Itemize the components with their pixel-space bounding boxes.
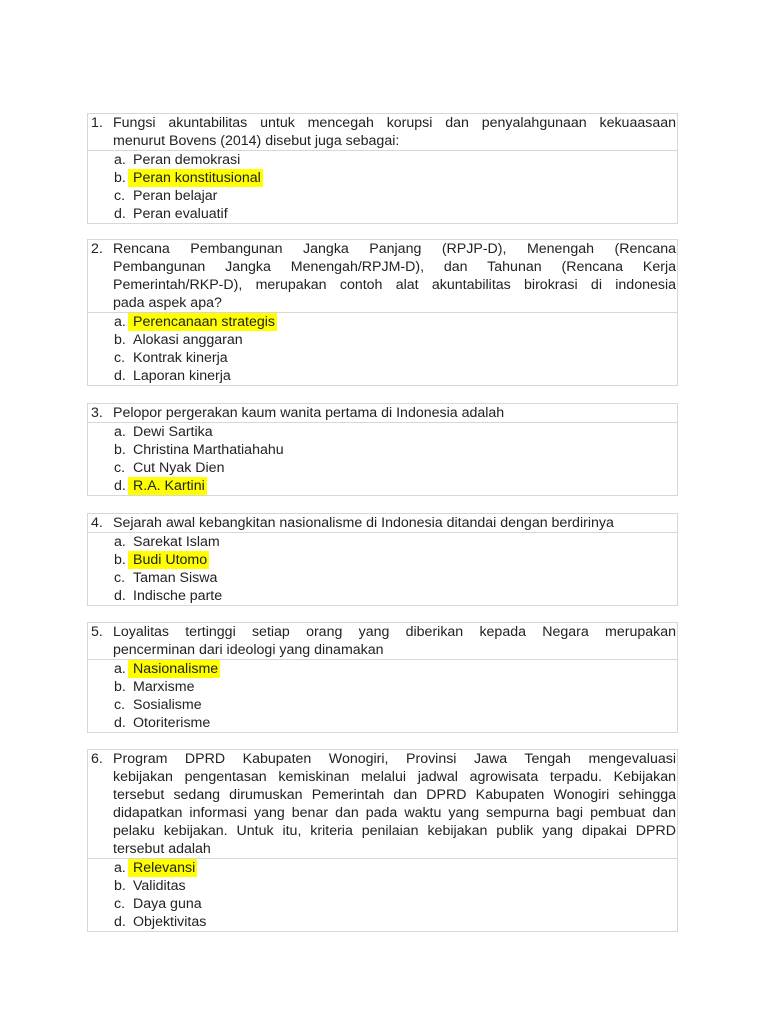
option-text: Peran evaluatif [133,206,228,222]
option-letter: b. [114,332,126,348]
question-number: 4. [91,515,103,531]
option-text: Laporan kinerja [133,368,231,384]
question-stem [88,514,677,533]
option-text: Kontrak kinerja [133,350,228,366]
option-list [88,313,677,385]
question-4 [87,513,678,606]
option-letter: d. [114,368,126,384]
option-letter: d. [114,206,126,222]
option-text: Indische parte [133,588,223,604]
question-text [113,750,676,858]
question-3 [87,403,678,496]
option-text: Christina Marthatiahahu [133,442,284,458]
option-letter: b. [114,442,126,458]
option-letter: c. [114,896,126,912]
option-b [88,441,677,459]
option-c [88,569,677,587]
question-text-line: Pembangunan Jangka Menengah/RPJM-D), dan Tahunan (Rencana Kerja [113,259,676,275]
question-text-line: Rencana Pembangunan Jangka Panjang (RPJP-D), Menengah (Rencana [113,241,676,257]
question-number: 2. [91,241,103,257]
option-text-highlighted: R.A. Kartini [128,477,207,495]
question-text-line: Fungsi akuntabilitas untuk mencegah korupsi dan penyalahgunaan kekuaasaan [113,115,676,131]
option-text: Sarekat Islam [133,534,220,550]
option-text-highlighted: Relevansi [128,859,197,877]
option-text: Peran demokrasi [133,152,241,168]
option-d [88,587,677,605]
question-number: 6. [91,751,103,767]
question-6 [87,749,678,932]
option-b [88,331,677,349]
question-text-line: tersebut adalah [113,841,211,857]
option-letter: b. [114,878,126,894]
option-text: Daya guna [133,896,202,912]
option-letter: b. [114,679,126,695]
option-text: Objektivitas [133,914,207,930]
option-text-highlighted: Peran konstitusional [128,169,263,187]
question-stem [88,240,677,313]
option-list [88,859,677,931]
question-text [113,623,676,659]
option-b [88,678,677,696]
option-b [88,551,677,569]
option-letter: a. [114,152,126,168]
question-text-line: pada aspek apa? [113,295,222,311]
option-letter: b. [114,170,126,186]
option-text: Dewi Sartika [133,424,213,440]
question-stem [88,404,677,423]
option-a [88,533,677,551]
option-letter: d. [114,588,126,604]
option-c [88,696,677,714]
option-letter: c. [114,697,126,713]
question-number: 1. [91,115,103,131]
option-letter: a. [114,661,126,677]
question-text [113,514,676,532]
option-d [88,367,677,385]
option-letter: c. [114,460,126,476]
option-list [88,423,677,495]
question-text-line: pencerminan dari ideologi yang dinamakan [113,642,384,658]
option-list [88,151,677,223]
question-text [113,240,676,312]
option-letter: d. [114,715,126,731]
option-text: Alokasi anggaran [133,332,243,348]
option-text: Sosialisme [133,697,202,713]
option-letter: c. [114,188,126,204]
question-text-line: Pelopor pergerakan kaum wanita pertama di Indonesia adalah [113,405,505,421]
option-c [88,895,677,913]
option-letter: d. [114,914,126,930]
option-letter: c. [114,570,126,586]
option-d [88,714,677,732]
question-text-line: tersebut sedang dirumuskan Pemerintah dan DPRD Kabupaten Wonogiri sehingga [113,787,676,803]
option-text: Marxisme [133,679,195,695]
option-text: Validitas [133,878,186,894]
question-text-line: Loyalitas tertinggi setiap orang yang diberikan kepada Negara merupakan [113,624,676,640]
option-c [88,187,677,205]
option-d [88,477,677,495]
question-stem [88,623,677,660]
option-c [88,459,677,477]
option-a [88,423,677,441]
option-text-highlighted: Perencanaan strategis [128,313,277,331]
question-2 [87,239,678,386]
option-d [88,913,677,931]
option-letter: c. [114,350,126,366]
option-letter: a. [114,860,126,876]
question-text-line: Sejarah awal kebangkitan nasionalisme di Indonesia ditandai dengan berdirinya [113,515,614,531]
option-text: Peran belajar [133,188,218,204]
option-text: Cut Nyak Dien [133,460,225,476]
option-text-highlighted: Budi Utomo [128,551,209,569]
option-list [88,533,677,605]
question-text-line: Pemerintah/RKP-D), merupakan contoh alat akuntabilitas birokrasi di indonesia [113,277,676,293]
question-text-line: pelaku kebijakan. Untuk itu, kriteria penilaian kebijakan publik yang dipakai DPRD [113,823,676,839]
question-number: 5. [91,624,103,640]
option-list [88,660,677,732]
option-b [88,877,677,895]
question-1 [87,113,678,224]
question-text [113,404,676,422]
question-5 [87,622,678,733]
question-text-line: didapatkan informasi yang benar dan pada waktu yang sempurna bagi pembuat dan [113,805,676,821]
option-a [88,859,677,877]
option-text: Taman Siswa [133,570,218,586]
option-letter: a. [114,424,126,440]
option-letter: b. [114,552,126,568]
option-d [88,205,677,223]
question-text-line: menurut Bovens (2014) disebut juga sebagai: [113,133,400,149]
question-text-line: Program DPRD Kabupaten Wonogiri, Provinsi Jawa Tengah mengevaluasi [113,751,676,767]
question-number: 3. [91,405,103,421]
option-text-highlighted: Nasionalisme [128,660,220,678]
question-text-line: kebijakan pengentasan kemiskinan melalui jadwal agrowisata terpadu. Kebijakan [113,769,676,785]
question-stem [88,750,677,859]
option-letter: a. [114,534,126,550]
option-b [88,169,677,187]
question-stem [88,114,677,151]
option-a [88,151,677,169]
option-letter: a. [114,314,126,330]
option-text: Otoriterisme [133,715,211,731]
option-letter: d. [114,478,126,494]
option-c [88,349,677,367]
option-a [88,313,677,331]
option-a [88,660,677,678]
question-text [113,114,676,150]
